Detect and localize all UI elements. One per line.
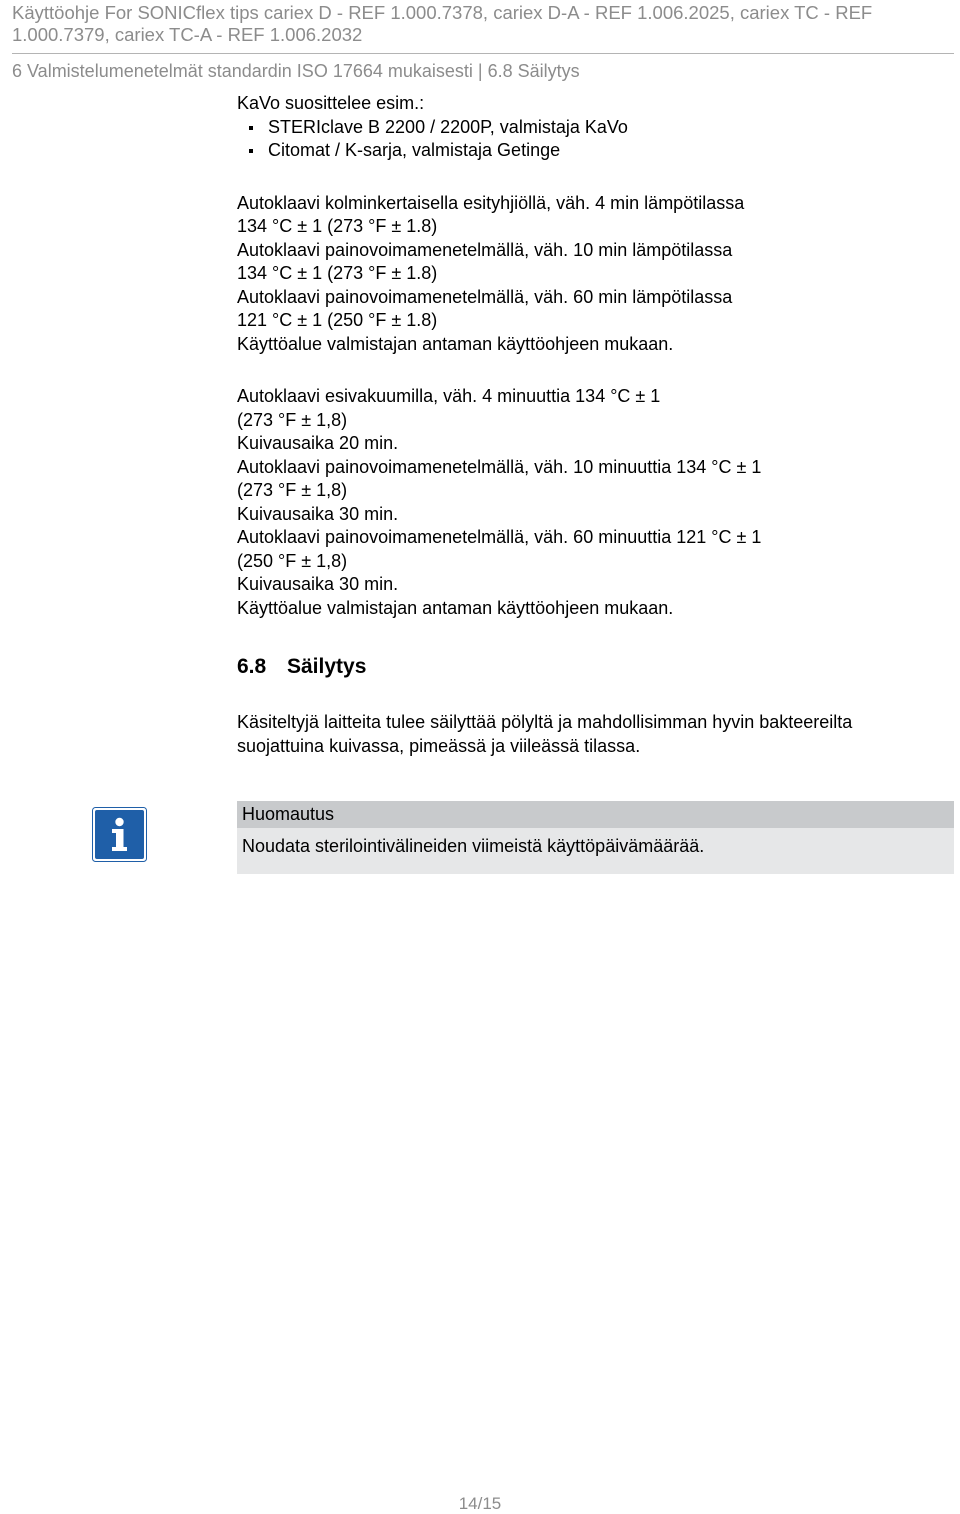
text-line: Autoklaavi esivakuumilla, väh. 4 minuuttia 134 °C ± 1 <box>237 386 661 406</box>
text-line: 134 °C ± 1 (273 °F ± 1.8) <box>237 216 438 236</box>
text-line: Kuivausaika 30 min. <box>237 503 399 524</box>
info-icon <box>92 807 147 862</box>
document-title-line-2: 1.000.7379, cariex TC-A - REF 1.006.2032 <box>12 24 363 45</box>
list-item: Citomat / K-sarja, valmistaja Getinge <box>237 139 937 163</box>
text-line: Kuivausaika 20 min. <box>237 433 399 453</box>
main-content <box>237 92 937 758</box>
note-text: Noudata sterilointivälineiden viimeistä käyttöpäivämäärää. <box>242 836 705 856</box>
header-divider <box>12 53 954 54</box>
recommended-autoclaves-list <box>237 116 937 163</box>
sterilization-block-2 <box>237 385 937 620</box>
document-title <box>12 0 954 46</box>
note-box <box>237 801 954 874</box>
section-number: 6.8 <box>237 655 267 678</box>
document-title-line-1: Käyttöohje For SONICflex tips cariex D - REF 1.000.7378, cariex D-A - REF 1.006.2025, cariex TC - REF <box>12 2 873 23</box>
text-line: Autoklaavi painovoimamenetelmällä, väh. 60 min lämpötilassa <box>237 286 733 307</box>
text-line: Autoklaavi painovoimamenetelmällä, väh. 10 min lämpötilassa <box>237 239 733 260</box>
text-line: (273 °F ± 1,8) <box>237 409 348 430</box>
section-heading <box>237 654 937 680</box>
section-title: Säilytys <box>287 655 367 678</box>
document-header <box>12 0 954 82</box>
text-line: (250 °F ± 1,8) <box>237 550 348 571</box>
text-line: Autoklaavi kolminkertaisella esityhjiöllä, väh. 4 min lämpötilassa <box>237 192 745 213</box>
text-line: Käyttöalue valmistajan antaman käyttöohjeen mukaan. <box>237 333 674 354</box>
sterilization-block-1 <box>237 192 937 357</box>
storage-paragraph <box>237 711 937 758</box>
breadcrumb: 6 Valmistelumenetelmät standardin ISO 17664 mukaisesti | 6.8 Säilytys <box>12 61 580 81</box>
intro-lead: KaVo suosittelee esim.: <box>237 93 425 113</box>
text-line: Autoklaavi painovoimamenetelmällä, väh. 60 minuuttia 121 °C ± 1 <box>237 527 762 547</box>
text-line: suojattuina kuivassa, pimeässä ja viileässä tilassa. <box>237 735 641 756</box>
text-line: (273 °F ± 1,8) <box>237 480 348 500</box>
page-number: 14/15 <box>458 1494 502 1513</box>
text-line: 134 °C ± 1 (273 °F ± 1.8) <box>237 263 438 283</box>
text-line: Autoklaavi painovoimamenetelmällä, väh. 10 minuuttia 134 °C ± 1 <box>237 456 762 477</box>
text-line: Käsiteltyjä laitteita tulee säilyttää pölyltä ja mahdollisimman hyvin bakteereilta <box>237 712 853 732</box>
note-title: Huomautus <box>237 801 954 828</box>
text-line: Kuivausaika 30 min. <box>237 574 399 594</box>
list-item: STERIclave B 2200 / 2200P, valmistaja KaVo <box>237 116 937 140</box>
text-line: Käyttöalue valmistajan antaman käyttöohjeen mukaan. <box>237 597 674 618</box>
text-line: 121 °C ± 1 (250 °F ± 1.8) <box>237 310 438 330</box>
